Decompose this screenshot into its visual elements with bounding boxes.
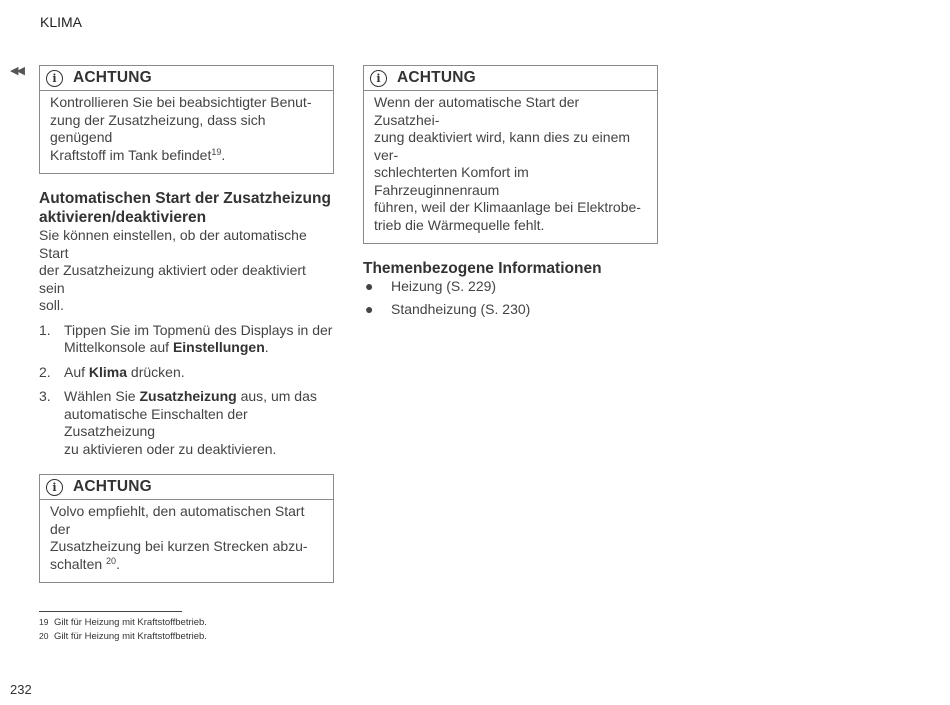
footnote — [39, 630, 207, 644]
step-item — [39, 388, 334, 458]
text-line: Zusatzheizung bei kurzen Strecken abzu- — [50, 538, 308, 554]
info-icon: i — [46, 70, 63, 87]
warning-title: ACHTUNG — [73, 69, 152, 86]
text-line: Sie können einstellen, ob der automatische Start — [39, 227, 307, 261]
warning-text — [364, 91, 657, 243]
related-link[interactable] — [363, 278, 658, 296]
text-line: schlechterten Komfort im Fahrzeuginnenraum — [374, 164, 529, 198]
heading-line: Automatischen Start der Zusatzheizung — [39, 190, 331, 207]
text-fragment: schalten — [50, 555, 107, 572]
warning-header — [40, 66, 333, 91]
text-line — [50, 147, 323, 165]
warning-header — [40, 475, 333, 500]
link-text[interactable]: Heizung (S. 229) — [391, 278, 497, 294]
related-heading: Themenbezogene Informationen — [363, 260, 602, 277]
page-number: 232 — [10, 682, 32, 697]
section-heading — [39, 189, 334, 227]
text-fragment: Auf — [64, 363, 89, 380]
footnote-divider — [39, 611, 182, 612]
text-fragment: aus, um das — [236, 388, 317, 404]
text-fragment: . — [221, 146, 226, 163]
section-header: KLIMA — [40, 14, 83, 30]
footnote-text: Gilt für Heizung mit Kraftstoffbetrieb. — [54, 617, 207, 628]
related-list — [363, 278, 658, 318]
warning-box — [39, 474, 334, 583]
right-column — [363, 65, 658, 318]
warning-title: ACHTUNG — [397, 69, 476, 86]
warning-box — [363, 65, 658, 244]
info-icon: i — [370, 70, 387, 87]
text-fragment: automatische Einschalten der Zusatzheizung — [64, 405, 248, 439]
footnote-text: Gilt für Heizung mit Kraftstoffbetrieb. — [54, 630, 207, 642]
warning-text — [40, 91, 333, 173]
text-fragment: Mittelkonsole auf — [64, 339, 173, 355]
left-column — [39, 65, 334, 583]
bullet-icon: ● — [365, 300, 374, 317]
info-icon: i — [46, 479, 63, 496]
footnote — [39, 616, 207, 630]
text-line: der Zusatzheizung aktiviert oder deaktiviert sein — [39, 262, 306, 296]
footnote-ref[interactable]: 19 — [211, 146, 222, 157]
text-fragment: . — [116, 555, 120, 572]
intro-paragraph — [39, 227, 334, 315]
related-link[interactable] — [363, 301, 658, 319]
text-line: führen, weil der Klimaanlage bei Elektrobe- — [374, 199, 641, 215]
heading-line: aktivieren/deaktivieren — [39, 209, 207, 226]
text-fragment: . — [264, 339, 269, 355]
text-fragment: zu aktivieren oder zu deaktivieren. — [64, 440, 277, 457]
text-line: Kontrollieren Sie bei beabsichtigter Benut- — [50, 94, 312, 110]
warning-title: ACHTUNG — [73, 478, 152, 495]
text-line — [50, 556, 323, 574]
footnote-ref[interactable]: 20 — [106, 555, 117, 566]
footnote-number: 20 — [39, 630, 49, 641]
step-number: 1. — [39, 321, 51, 338]
menu-term: Klima — [88, 363, 128, 380]
text-fragment: Kraftstoff im Tank befindet — [50, 146, 212, 163]
text-line: Wenn der automatische Start der Zusatzhei- — [374, 94, 580, 128]
step-text — [64, 364, 185, 382]
step-item — [39, 322, 334, 357]
back-arrow-icon[interactable]: ◀◀ — [10, 65, 23, 77]
text-line: soll. — [39, 297, 64, 313]
text-line: Volvo empfiehlt, den automatischen Start der — [50, 503, 305, 537]
step-text — [64, 388, 334, 458]
text-fragment: Tippen Sie im Topmenü des Displays in der — [64, 321, 333, 338]
step-item — [39, 364, 334, 382]
menu-term: Einstellungen — [172, 339, 265, 355]
warning-box — [39, 65, 334, 174]
steps-list — [39, 322, 334, 459]
warning-header — [364, 66, 657, 91]
text-line: zung der Zusatzheizung, dass sich genügend — [50, 111, 266, 145]
text-line: trieb die Wärmequelle fehlt. — [374, 216, 545, 233]
step-number: 2. — [39, 363, 51, 380]
text-line: zung deaktiviert wird, kann dies zu einem ver- — [374, 129, 631, 163]
step-text — [64, 322, 332, 357]
warning-text — [40, 500, 333, 582]
link-text[interactable]: Standheizung (S. 230) — [391, 300, 531, 317]
step-number: 3. — [39, 388, 51, 404]
bullet-icon: ● — [365, 278, 374, 294]
text-fragment: drücken. — [127, 363, 185, 380]
footnotes — [39, 616, 207, 643]
text-fragment: Wählen Sie — [64, 388, 140, 404]
footnote-number: 19 — [39, 617, 49, 627]
menu-term: Zusatzheizung — [139, 388, 237, 404]
